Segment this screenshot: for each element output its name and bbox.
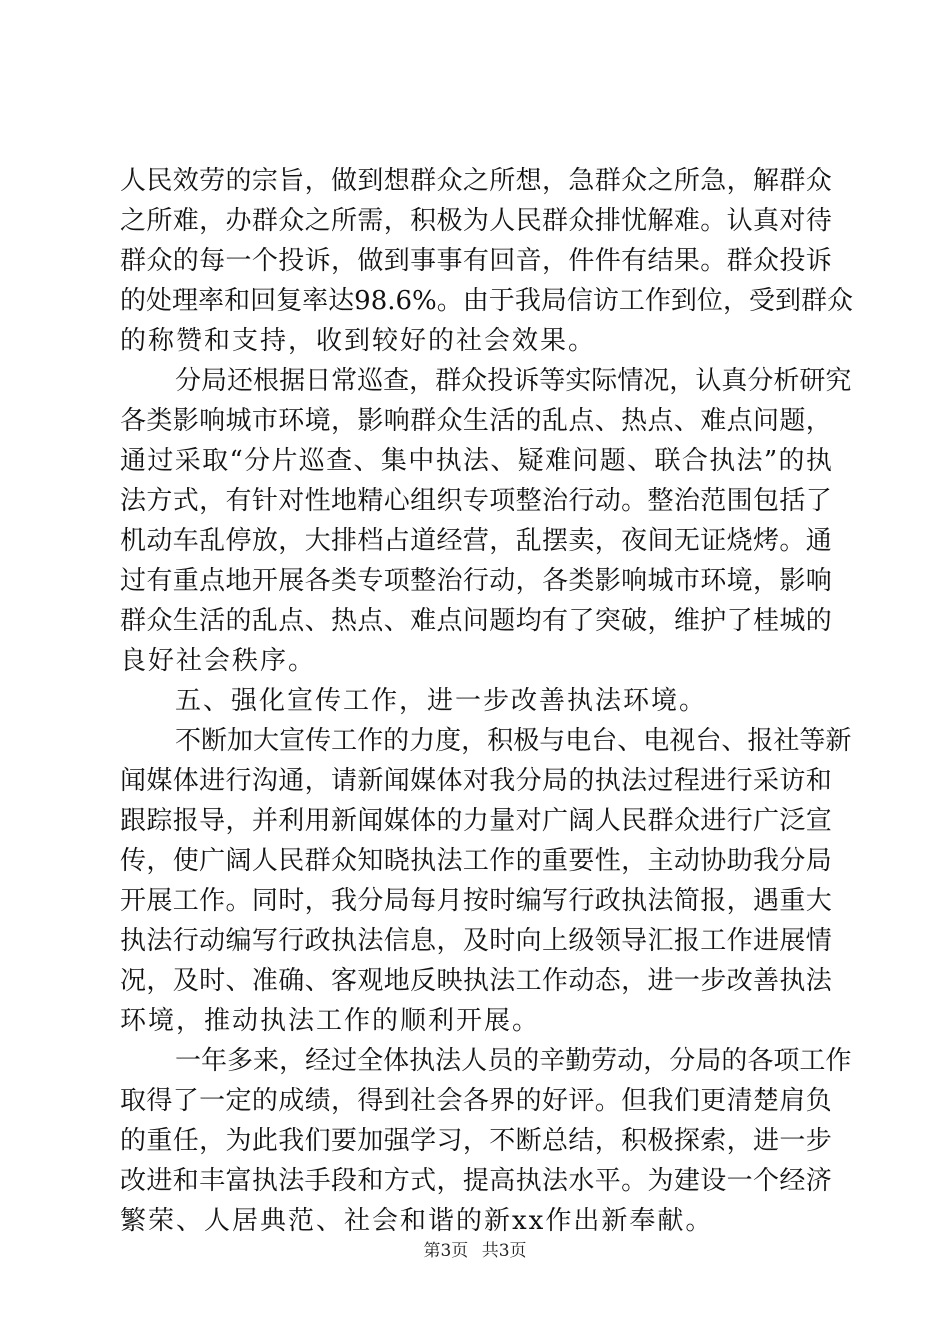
text-line: 的 重 任 ， 为 此 我 们 要 加 强 学 习 ， 不 断 总 结 ， 积 极 探 索 ， 进 一 步 [120, 1126, 832, 1156]
text-line: 的 处 理 率 和 回 复 率 达 9 8 . 6 % 。 由 于 我 局 信 访 工 作 到 位 ， 受 到 群 众 [120, 286, 854, 316]
text-line: 良好社会秩序。 [120, 646, 317, 676]
text-line: 环境，推动执法工作的顺利开展。 [120, 1006, 541, 1036]
text-line: 取 得 了 一 定 的 成 绩 ， 得 到 社 会 各 界 的 好 评 。 但 我 们 更 清 楚 肩 负 [120, 1086, 832, 1116]
text-line: 开 展 工 作 。 同 时 ， 我 分 局 每 月 按 时 编 写 行 政 执 法 简 报 ， 遇 重 大 [120, 886, 832, 916]
page-total: 共3页 [481, 1241, 527, 1261]
text-line: 繁荣、人居典范、社会和谐的新xx作出新奉献。 [120, 1206, 714, 1236]
text-line: 况 ， 及 时 、 准 确 、 客 观 地 反 映 执 法 工 作 动 态 ， 进 一 步 改 善 执 法 [120, 966, 832, 996]
text-line: 传 ， 使 广 阔 人 民 群 众 知 晓 执 法 工 作 的 重 要 性 ， 主 动 协 助 我 分 局 [120, 846, 832, 876]
section-heading: 五、强化宣传工作，进一步改善执法环境。 [175, 686, 708, 716]
page-footer [0, 1239, 950, 1263]
text-line: 人 民 效 劳 的 宗 旨 ， 做 到 想 群 众 之 所 想 ， 急 群 众 之 所 急 ， 解 群 众 [120, 166, 832, 196]
page-number: 第3页 [423, 1241, 469, 1261]
text-line: 之 所 难 ， 办 群 众 之 所 需 ， 积 极 为 人 民 群 众 排 忧 解 难 。 认 真 对 待 [120, 206, 832, 236]
text-line: 通 过 采 取 “ 分 片 巡 查 、 集 中 执 法 、 疑 难 问 题 、 联 合 执 法 ” 的 执 [120, 446, 832, 476]
text-line: 跟 踪 报 导 ， 并 利 用 新 闻 媒 体 的 力 量 对 广 阔 人 民 群 众 进 行 广 泛 宣 [120, 806, 832, 836]
paragraph-first-line: 分 局 还 根 据 日 常 巡 查 ， 群 众 投 诉 等 实 际 情 况 ， 认 真 分 析 研 究 [175, 366, 852, 396]
text-line: 闻 媒 体 进 行 沟 通 ， 请 新 闻 媒 体 对 我 分 局 的 执 法 过 程 进 行 采 访 和 [120, 766, 832, 796]
paragraph-first-line: 不 断 加 大 宣 传 工 作 的 力 度 ， 积 极 与 电 台 、 电 视 台 、 报 社 等 新 [175, 726, 852, 756]
text-line: 各 类 影 响 城 市 环 境 ， 影 响 群 众 生 活 的 乱 点 、 热 点 、 难 点 问 题 ， [120, 406, 832, 436]
text-line: 机 动 车 乱 停 放 ， 大 排 档 占 道 经 营 ， 乱 摆 卖 ， 夜 间 无 证 烧 烤 。 通 [120, 526, 832, 556]
text-line: 法 方 式 ， 有 针 对 性 地 精 心 组 织 专 项 整 治 行 动 。 整 治 范 围 包 括 了 [120, 486, 832, 516]
text-line: 的称赞和支持，收到较好的社会效果。 [120, 326, 597, 356]
text-line: 执 法 行 动 编 写 行 政 执 法 信 息 ， 及 时 向 上 级 领 导 汇 报 工 作 进 展 情 [120, 926, 832, 956]
text-line: 群 众 生 活 的 乱 点 、 热 点 、 难 点 问 题 均 有 了 突 破 ， 维 护 了 桂 城 的 [120, 606, 832, 636]
text-line: 改 进 和 丰 富 执 法 手 段 和 方 式 ， 提 高 执 法 水 平 。 为 建 设 一 个 经 济 [120, 1166, 832, 1196]
text-line: 过 有 重 点 地 开 展 各 类 专 项 整 治 行 动 ， 各 类 影 响 城 市 环 境 ， 影 响 [120, 566, 832, 596]
paragraph-first-line: 一 年 多 来 ， 经 过 全 体 执 法 人 员 的 辛 勤 劳 动 ， 分 局 的 各 项 工 作 [175, 1046, 852, 1076]
text-line: 群 众 的 每 一 个 投 诉 ， 做 到 事 事 有 回 音 ， 件 件 有 结 果 。 群 众 投 诉 [120, 246, 832, 276]
